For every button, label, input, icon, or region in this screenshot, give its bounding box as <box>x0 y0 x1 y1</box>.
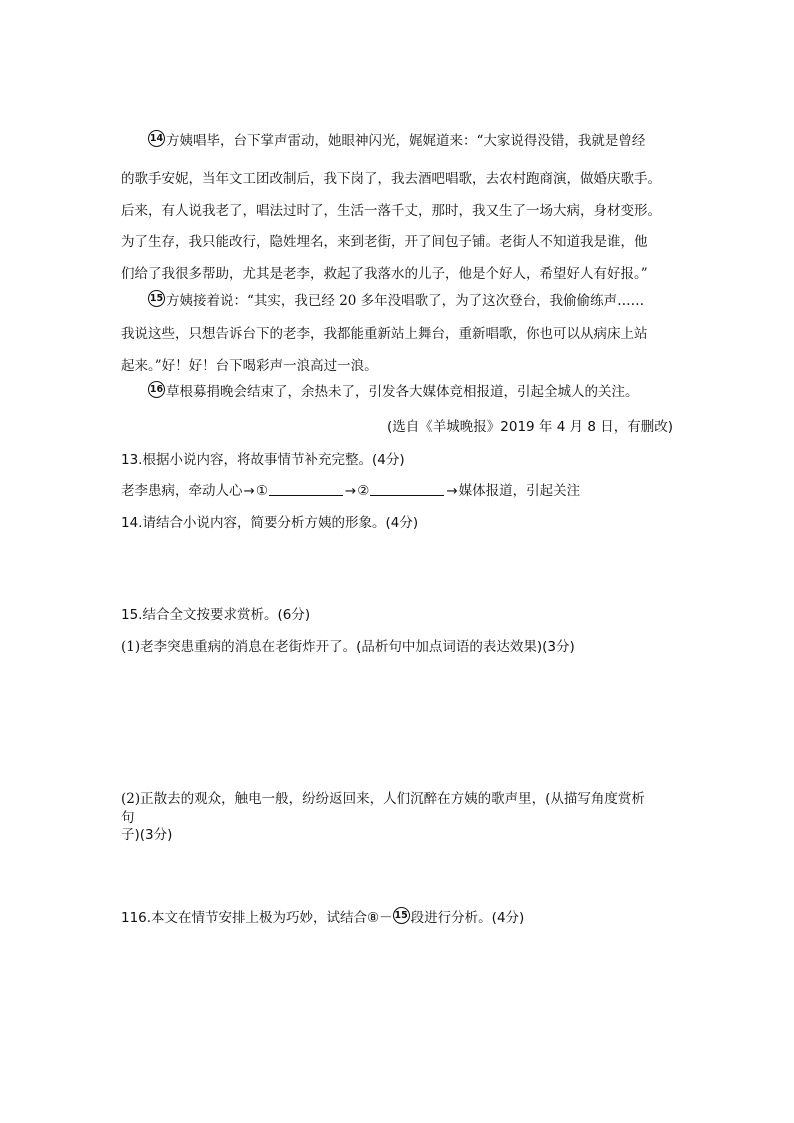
p16-line-1 <box>148 380 639 400</box>
plot-start: 老李患病，牵动人心 <box>121 483 243 499</box>
question-15-title: 15.结合全文按要求赏析。(6分) <box>121 607 311 623</box>
question-15-sub-1 <box>121 635 575 655</box>
source-citation: (选自《羊城晚报》2019 年 4 月 8 日，有删改) <box>387 419 674 435</box>
answer-blank-1[interactable] <box>269 483 343 496</box>
p14-line-5: 们给了我很多帮助，尤其是老李，救起了我落水的儿子，他是个好人，希望好人有好报。” <box>121 266 648 282</box>
p15-line-2: 我说这些，只想告诉台下的老李，我都能重新站上舞台，重新唱歌，你也可以从病床上站 <box>121 326 648 342</box>
p14-line-3: 后来，有人说我老了，唱法过时了，生活一落千丈，那时，我又生了一场大病，身材变形。 <box>121 203 661 219</box>
question-16-title <box>121 906 524 926</box>
p14-line-1 <box>148 129 645 149</box>
sub-2-sentence: (2)正散去的观众，触电一般，纷纷返回来，人们沉醉在方姨的歌声里， <box>121 791 546 807</box>
p14-line-4: 为了生存，我只能改行，隐姓埋名，来到老街，开了间包子铺。老街人不知道我是谁，他 <box>121 234 648 250</box>
p14-line-2: 的歌手安妮，当年文工团改制后，我下岗了，我去酒吧唱歌，去农村跑商演，做婚庆歌手。 <box>121 171 661 187</box>
paragraph-15-marker: 15 <box>393 907 410 924</box>
question-14-title: 14.请结合小说内容，简要分析方姨的形象。(4分) <box>121 515 419 531</box>
plot-end: 媒体报道，引起关注 <box>458 483 581 499</box>
sub-1-requirement: (品析句中加点词语的表达效果)(3分) <box>356 639 575 655</box>
p15-line-1-text: 方姨接着说：“其实，我已经 20 多年没唱歌了，为了这次登台，我偷偷练声…… <box>166 293 645 309</box>
answer-blank-2[interactable] <box>370 483 444 496</box>
sub-2-requirement-line-2: 句 <box>121 810 135 826</box>
question-16-prefix: 116.本文在情节安排上极为巧妙，试结合⑧－ <box>121 910 393 926</box>
sub-2-requirement-line-3: 子)(3分) <box>121 827 173 843</box>
p14-line-1-text: 方姨唱毕，台下掌声雷动，她眼神闪光，娓娓道来：“大家说得没错，我就是曾经 <box>166 133 646 149</box>
arrow-icon: → <box>344 483 357 499</box>
blank-2-label: ② <box>357 483 370 499</box>
p15-line-3: 起来。”好！好！台下喝彩声一浪高过一浪。 <box>121 358 378 374</box>
sub-2-requirement-line-1: (从描写角度赏析 <box>545 791 645 807</box>
question-15-sub-2 <box>121 787 645 807</box>
sub-1-sentence: (1)老李突患重病的消息在老街炸开了。 <box>121 639 357 655</box>
paragraph-15-marker: 15 <box>148 290 165 307</box>
arrow-icon: → <box>446 483 458 499</box>
question-16-suffix: 段进行分析。(4分) <box>410 910 525 926</box>
question-13-title: 13.根据小说内容，将故事情节补充完整。(4分) <box>121 452 405 468</box>
paragraph-16-marker: 16 <box>148 381 165 398</box>
blank-1-label: ① <box>255 483 268 499</box>
p16-line-1-text: 草根募捐晚会结束了，余热未了，引发各大媒体竞相报道，引起全城人的关注。 <box>166 384 639 400</box>
p15-line-1 <box>148 289 644 309</box>
arrow-icon: → <box>243 483 255 499</box>
question-13-plot-chain <box>121 479 580 499</box>
paragraph-14-marker: 14 <box>148 130 165 147</box>
